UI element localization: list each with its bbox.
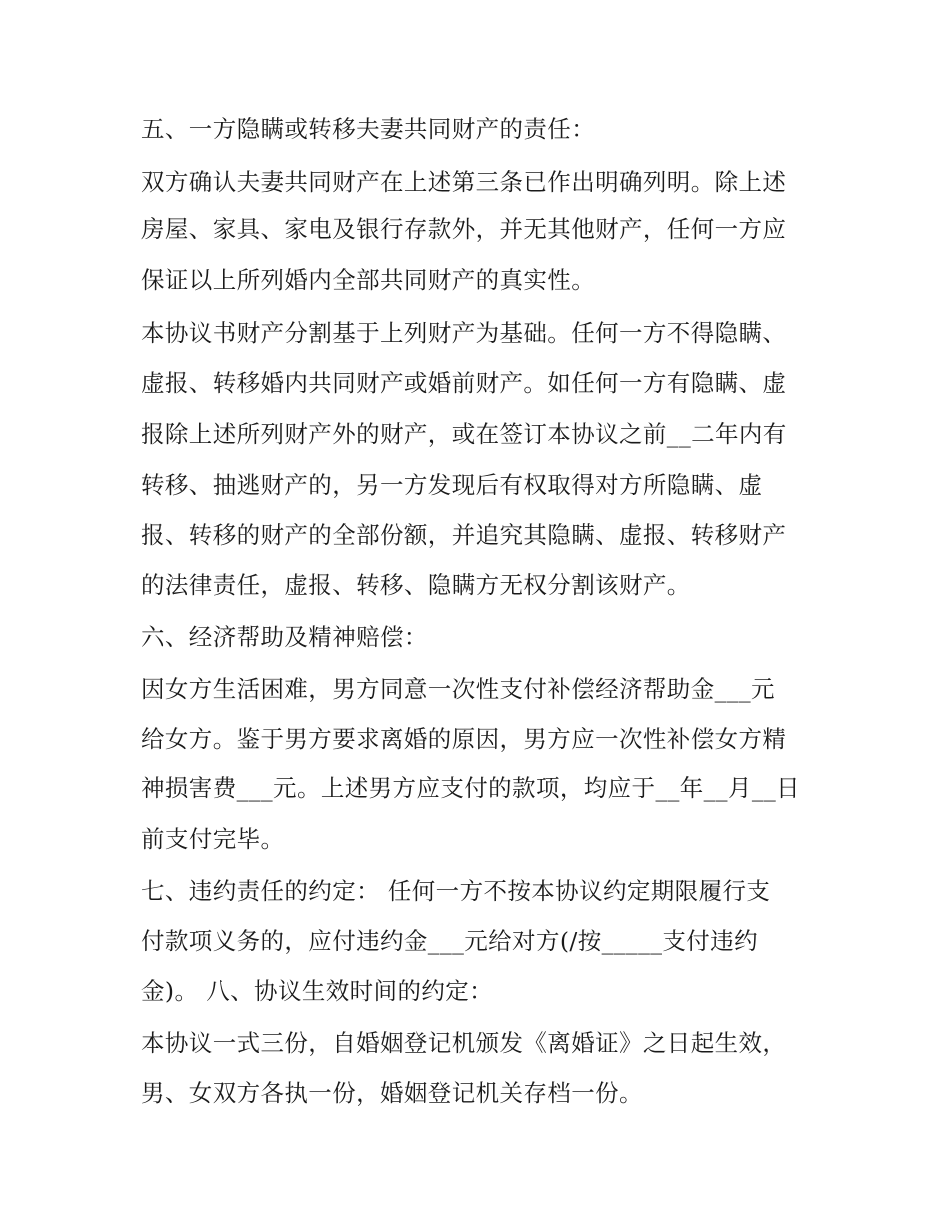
paragraph-line: 本协议一式三份，自婚姻登记机颁发《离婚证》之日起生效， bbox=[141, 1029, 787, 1057]
paragraph-line: 报、转移的财产的全部份额，并追究其隐瞒、虚报、转移财产 bbox=[141, 521, 787, 549]
paragraph-line: 给女方。鉴于男方要求离婚的原因，男方应一次性补偿女方精 bbox=[141, 725, 787, 753]
paragraph-line: 的法律责任，虚报、转移、隐瞒方无权分割该财产。 bbox=[141, 571, 691, 599]
section-heading-breach: 七、违约责任的约定： 任何一方不按本协议约定期限履行支 bbox=[141, 877, 771, 905]
paragraph-line: 保证以上所列婚内全部共同财产的真实性。 bbox=[141, 266, 596, 294]
paragraph-line: 金)。 八、协议生效时间的约定： bbox=[141, 977, 494, 1005]
paragraph-line: 报除上述所列财产外的财产，或在签订本协议之前__二年内有 bbox=[141, 420, 787, 448]
paragraph-line: 本协议书财产分割基于上列财产为基础。任何一方不得隐瞒、 bbox=[141, 319, 787, 347]
section-heading-concealment: 五、一方隐瞒或转移夫妻共同财产的责任： bbox=[141, 115, 596, 143]
paragraph-line: 房屋、家具、家电及银行存款外，并无其他财产，任何一方应 bbox=[141, 215, 787, 243]
paragraph-line: 神损害费___元。上述男方应支付的款项，均应于__年__月__日 bbox=[141, 774, 801, 802]
section-heading-compensation: 六、经济帮助及精神赔偿： bbox=[141, 623, 428, 651]
paragraph-line: 转移、抽逃财产的，另一方发现后有权取得对方所隐瞒、虚 bbox=[141, 471, 763, 499]
paragraph-line: 虚报、转移婚内共同财产或婚前财产。如任何一方有隐瞒、虚 bbox=[141, 369, 787, 397]
paragraph-line: 因女方生活困难，男方同意一次性支付补偿经济帮助金___元 bbox=[141, 675, 775, 703]
paragraph-line: 前支付完毕。 bbox=[141, 825, 285, 853]
paragraph-line: 双方确认夫妻共同财产在上述第三条已作出明确列明。除上述 bbox=[141, 168, 787, 196]
paragraph-line: 男、女双方各执一份，婚姻登记机关存档一份。 bbox=[141, 1079, 643, 1107]
paragraph-line: 付款项义务的，应付违约金___元给对方(/按_____支付违约 bbox=[141, 927, 758, 955]
